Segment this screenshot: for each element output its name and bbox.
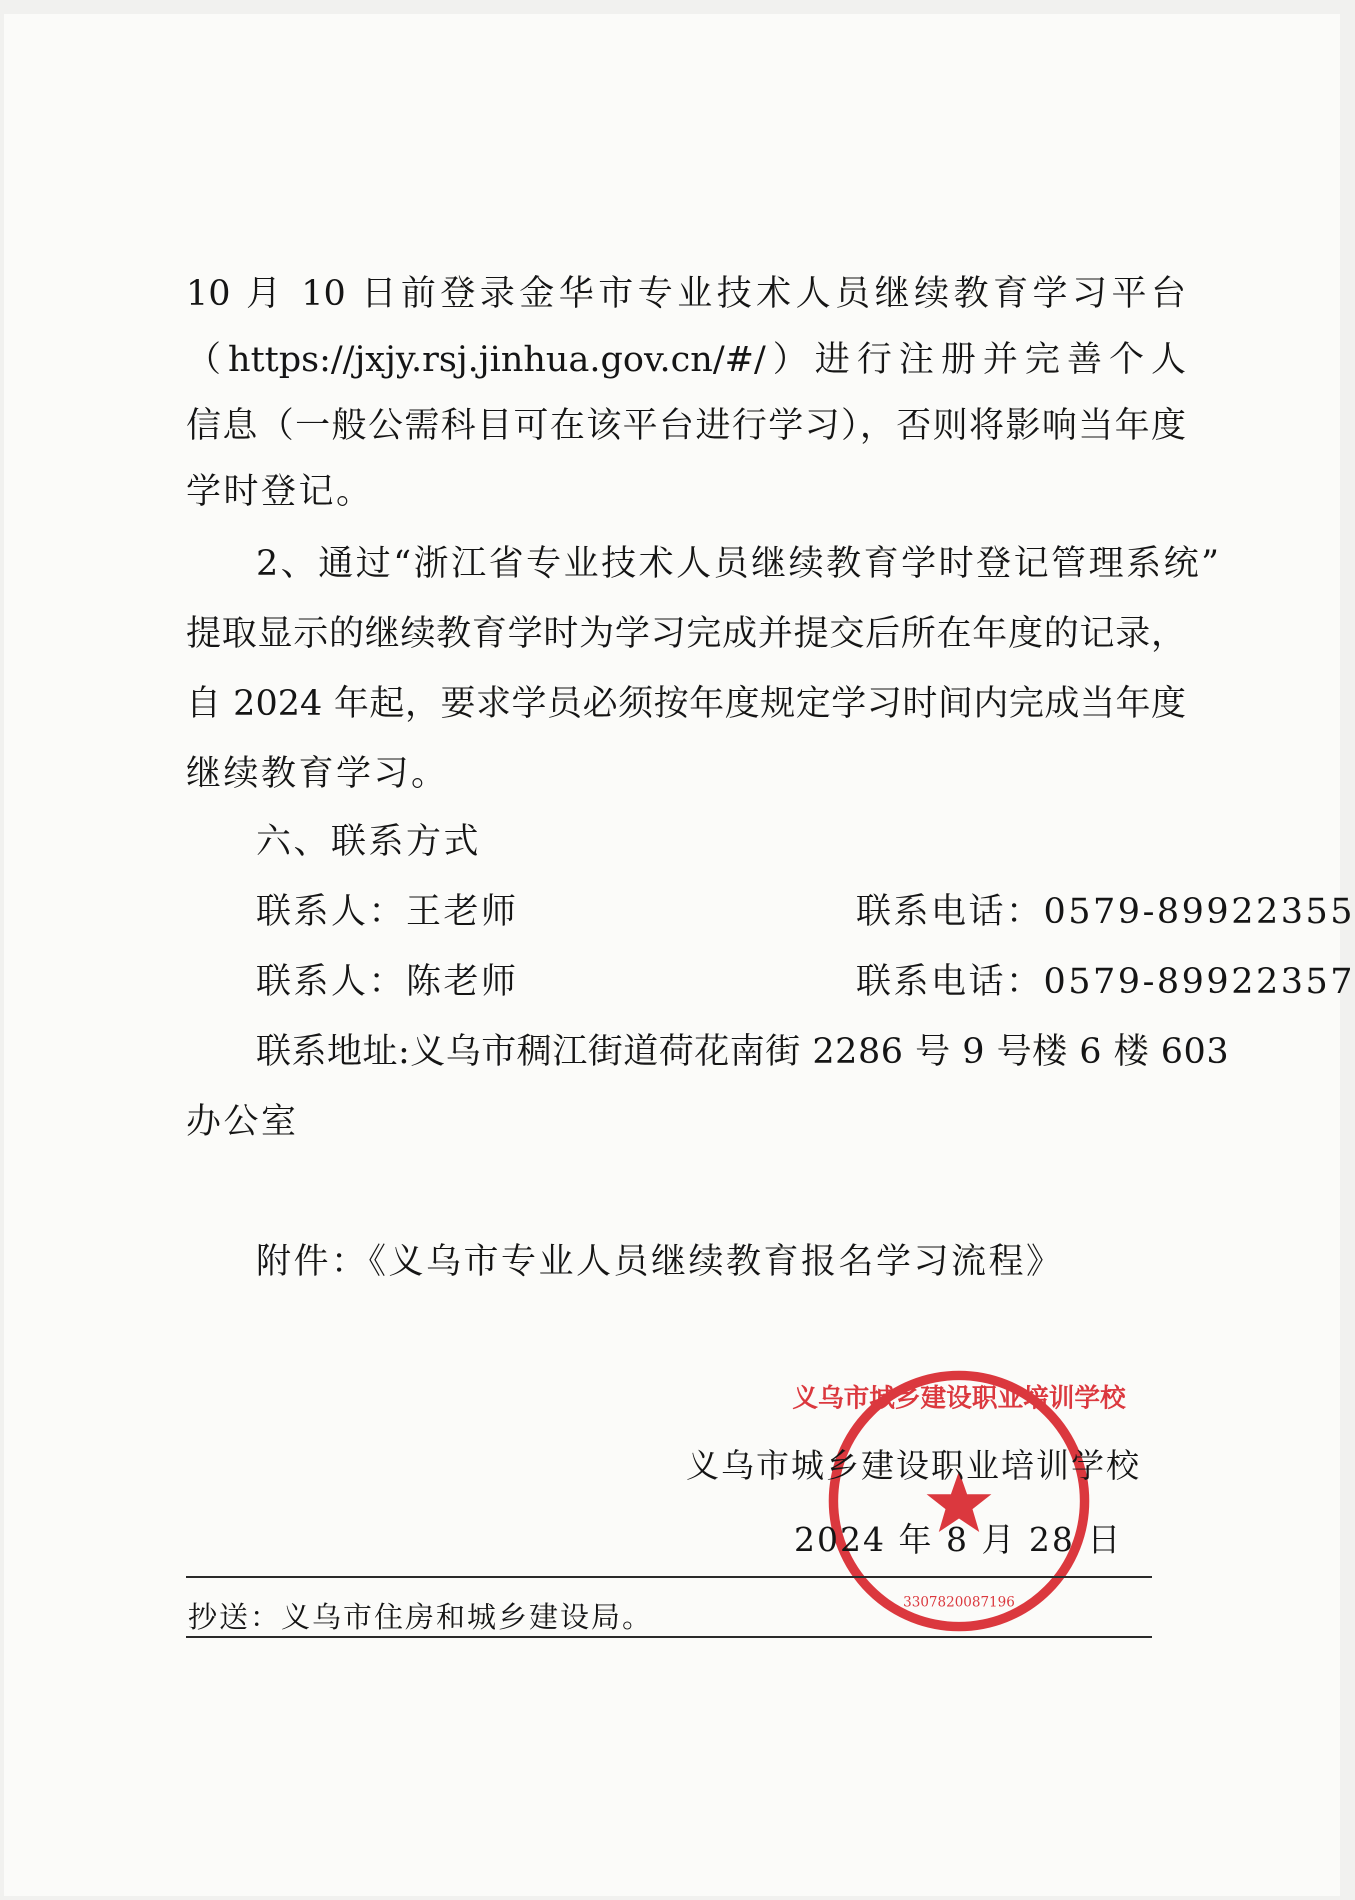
cc-line: 抄送：义乌市住房和城乡建设局。 xyxy=(188,1600,654,1634)
contact-row-2 xyxy=(256,960,1355,1004)
contact-heading: 六、联系方式 xyxy=(256,822,482,862)
paragraph-1-line-3: 信息（一般公需科目可在该平台进行学习），否则将影响当年度 xyxy=(186,406,1186,446)
official-seal-stamp xyxy=(792,1366,1126,1636)
cc-top-rule xyxy=(186,1576,1152,1578)
signature-date: 2024 年 8 月 28 日 xyxy=(794,1520,1123,1559)
paragraph-1-line-4: 学时登记。 xyxy=(186,472,374,512)
contact-phone-1: 联系电话：0579-89922355 xyxy=(856,892,1355,932)
paragraph-1-line-2: （https://jxjy.rsj.jinhua.gov.cn/#/）进行注册并完善个人 xyxy=(186,340,1186,380)
contact-person-1: 联系人：王老师 xyxy=(256,892,519,932)
contact-person-2: 联系人：陈老师 xyxy=(256,962,519,1002)
contact-phone-2: 联系电话：0579-89922357 xyxy=(856,962,1355,1002)
paragraph-2-line-2: 提取显示的继续教育学时为学习完成并提交后所在年度的记录， xyxy=(186,614,1186,654)
signature-organization: 义乌市城乡建设职业培训学校 xyxy=(686,1446,1141,1485)
paragraph-1-line-1: 10 月 10 日前登录金华市专业技术人员继续教育学习平台 xyxy=(186,274,1186,314)
seal-outer-text: 义乌市城乡建设职业培训学校 xyxy=(792,1383,1126,1414)
attachment-line: 附件：《义乌市专业人员继续教育报名学习流程》 xyxy=(256,1242,1064,1282)
paragraph-2-line-3: 自 2024 年起，要求学员必须按年度规定学习时间内完成当年度 xyxy=(186,684,1186,724)
contact-address-line-2: 办公室 xyxy=(186,1102,299,1142)
paragraph-2-line-1: 2、通过“浙江省专业技术人员继续教育学时登记管理系统” xyxy=(256,544,1222,584)
cc-bottom-rule xyxy=(186,1636,1152,1638)
contact-row-1 xyxy=(256,890,1355,934)
paragraph-2-line-4: 继续教育学习。 xyxy=(186,754,449,794)
contact-address-line-1: 联系地址:义乌市稠江街道荷花南街 2286 号 9 号楼 6 楼 603 xyxy=(256,1032,1230,1072)
document-page xyxy=(4,14,1355,1896)
seal-code-text: 3307820087196 xyxy=(903,1594,1015,1611)
